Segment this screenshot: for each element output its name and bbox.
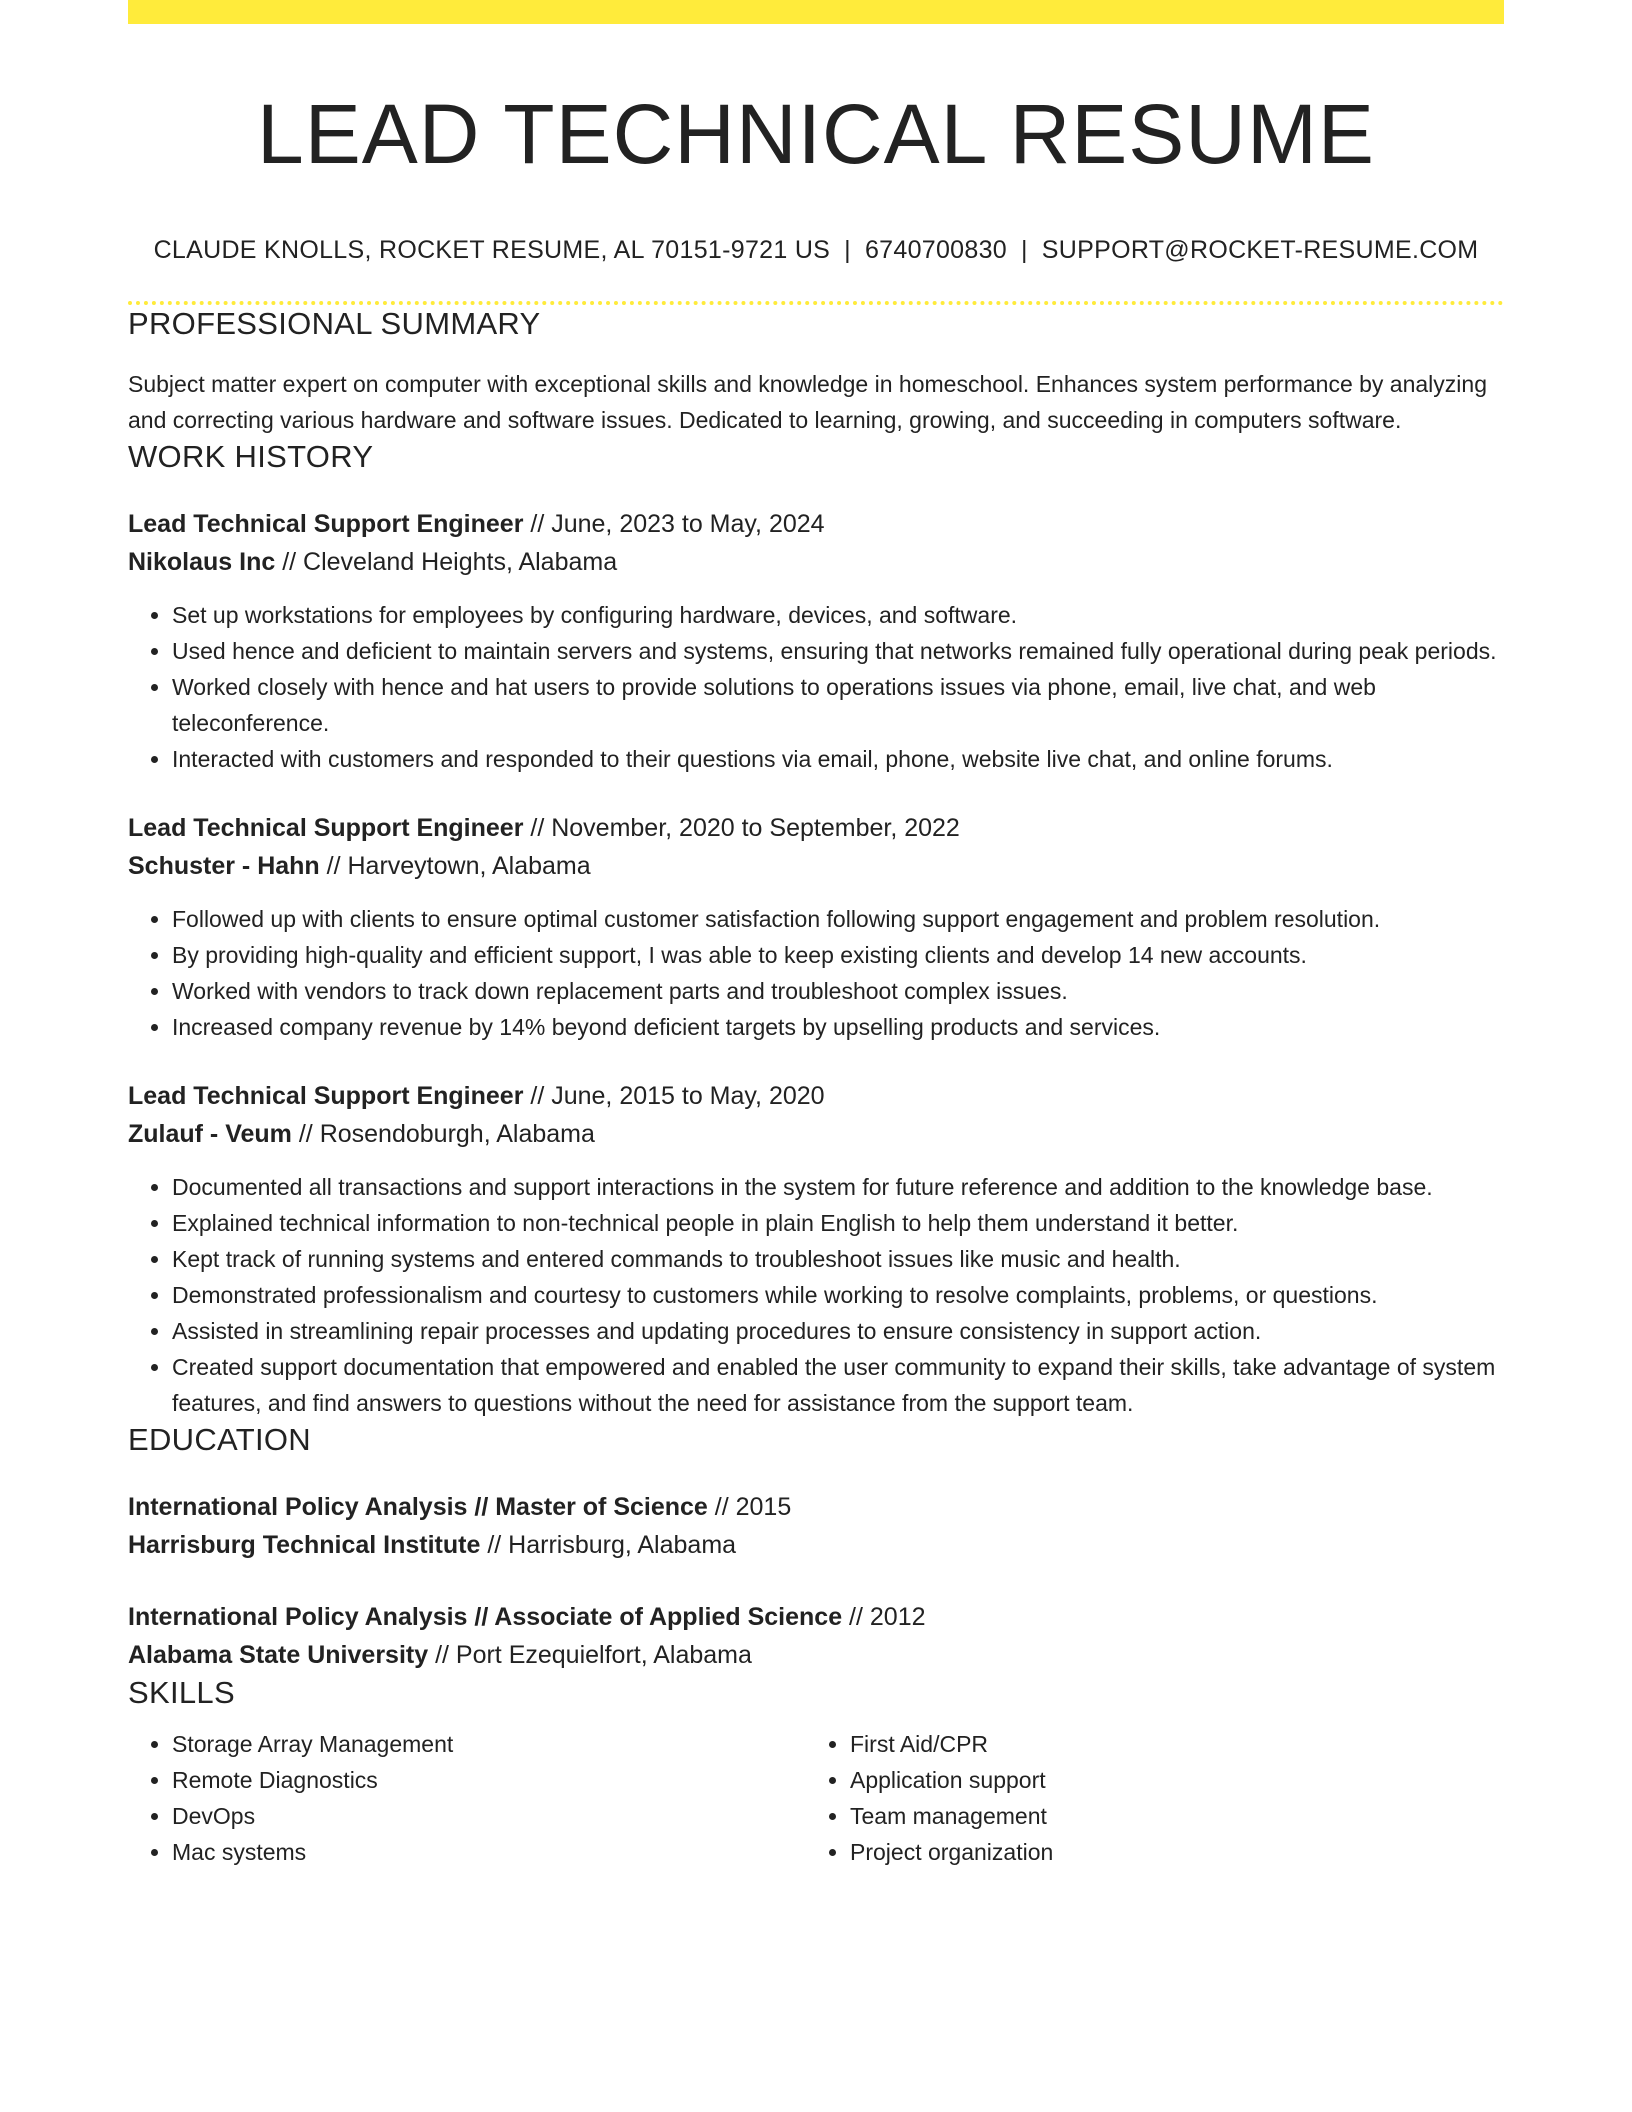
job-title-line [128,1077,1504,1115]
job-title: Lead Technical Support Engineer [128,814,524,843]
contact-phone: 6740700830 [864,235,1007,264]
job-company: Zulauf - Veum [128,1120,292,1149]
education-degree-line [128,1598,1504,1636]
resume-page [128,0,1504,1870]
education-heading: EDUCATION [128,1422,311,1458]
skills-heading: SKILLS [128,1675,235,1711]
job-bullet: • Explained technical information to non-technical people in plain English to help them understand it better. [172,1205,1504,1241]
education-degree: International Policy Analysis // Master of Science [128,1493,708,1522]
job-entry [128,1077,1504,1421]
job-bullet: • Set up workstations for employees by configuring hardware, devices, and software. [172,597,1504,633]
summary-section [128,305,1504,438]
job-entry [128,505,1504,777]
job-bullets [128,1169,1504,1421]
skills-columns [128,1726,1504,1870]
job-bullet: • Used hence and deficient to maintain servers and systems, ensuring that networks remained fully operational during peak periods. [172,633,1504,669]
contact-separator: | [1021,235,1028,264]
accent-top-bar [128,0,1504,24]
contact-separator: | [844,235,851,264]
skill-item: • Application support [850,1762,1484,1798]
job-location: // Cleveland Heights, Alabama [275,548,618,577]
job-entry [128,809,1504,1045]
skill-item: • Team management [850,1798,1484,1834]
job-title-line [128,505,1504,543]
summary-text: Subject matter expert on computer with exceptional skills and knowledge in homeschool. Enhances system performance by analyzing and correcting various hardware and software issues. Dedicated to learning, growing, and succeeding in computers software. [128,370,1487,433]
resume-title: LEAD TECHNICAL RESUME [257,87,1375,181]
job-dates: // June, 2015 to May, 2020 [523,1082,825,1111]
job-bullet: • Worked with vendors to track down replacement parts and troubleshoot complex issues. [172,973,1504,1009]
education-school: Alabama State University [128,1641,429,1670]
job-title-line [128,809,1504,847]
contact-email: SUPPORT@ROCKET-RESUME.COM [1041,235,1479,264]
job-title: Lead Technical Support Engineer [128,1082,524,1111]
education-location: // Harrisburg, Alabama [480,1531,737,1560]
job-bullets [128,597,1504,777]
job-bullet: • Followed up with clients to ensure optimal customer satisfaction following support engagement and problem resolution. [172,901,1504,937]
work-history-heading: WORK HISTORY [128,438,374,474]
job-company: Nikolaus Inc [128,548,276,577]
job-bullet: • Worked closely with hence and hat users to provide solutions to operations issues via phone, email, live chat, and web teleconference. [172,669,1504,741]
skill-item: • Storage Array Management [172,1726,806,1762]
skills-list-left [128,1726,806,1870]
contact-line [128,235,1504,265]
job-title: Lead Technical Support Engineer [128,510,524,539]
education-school-line [128,1636,1504,1674]
job-company-line [128,543,1504,581]
job-location: // Rosendoburgh, Alabama [291,1120,595,1149]
education-location: // Port Ezequielfort, Alabama [428,1641,752,1670]
job-bullet: • Demonstrated professionalism and courtesy to customers while working to resolve complaints, problems, or questions. [172,1277,1504,1313]
job-bullet: • Interacted with customers and responded to their questions via email, phone, website live chat, and online forums. [172,741,1504,777]
job-dates: // November, 2020 to September, 2022 [523,814,960,843]
skills-section [128,1674,1504,1869]
education-year: // 2012 [842,1603,926,1632]
summary-heading: PROFESSIONAL SUMMARY [128,305,541,341]
skill-item: • Remote Diagnostics [172,1762,806,1798]
skill-item: • Project organization [850,1834,1484,1870]
education-year: // 2015 [707,1493,792,1522]
job-location: // Harveytown, Alabama [319,852,591,881]
skill-item: • First Aid/CPR [850,1726,1484,1762]
education-school-line [128,1526,1504,1564]
education-school: Harrisburg Technical Institute [128,1531,481,1560]
skills-list-right [806,1726,1484,1870]
job-dates: // June, 2023 to May, 2024 [523,510,825,539]
skill-item: • Mac systems [172,1834,806,1870]
education-section [128,1421,1504,1674]
job-bullets [128,901,1504,1045]
skill-item: • DevOps [172,1798,806,1834]
job-bullet: • Documented all transactions and support interactions in the system for future reference and addition to the knowledge base. [172,1169,1504,1205]
job-company-line [128,1115,1504,1153]
job-bullet: • Created support documentation that empowered and enabled the user community to expand their skills, take advantage of system features, and find answers to questions without the need for assistance from the support team. [172,1349,1504,1421]
education-degree: International Policy Analysis // Associate of Applied Science [128,1603,843,1632]
job-bullet: • Kept track of running systems and entered commands to troubleshoot issues like music and health. [172,1241,1504,1277]
job-company-line [128,847,1504,885]
job-bullet: • By providing high-quality and efficient support, I was able to keep existing clients and develop 14 new accounts. [172,937,1504,973]
job-company: Schuster - Hahn [128,852,320,881]
education-entry [128,1598,1504,1674]
work-history-section [128,438,1504,1421]
education-entry [128,1488,1504,1564]
job-bullet: • Assisted in streamlining repair processes and updating procedures to ensure consistency in support action. [172,1313,1504,1349]
job-bullet: • Increased company revenue by 14% beyond deficient targets by upselling products and services. [172,1009,1504,1045]
education-degree-line [128,1488,1504,1526]
contact-address: CLAUDE KNOLLS, ROCKET RESUME, AL 70151-9721 US [153,235,831,264]
